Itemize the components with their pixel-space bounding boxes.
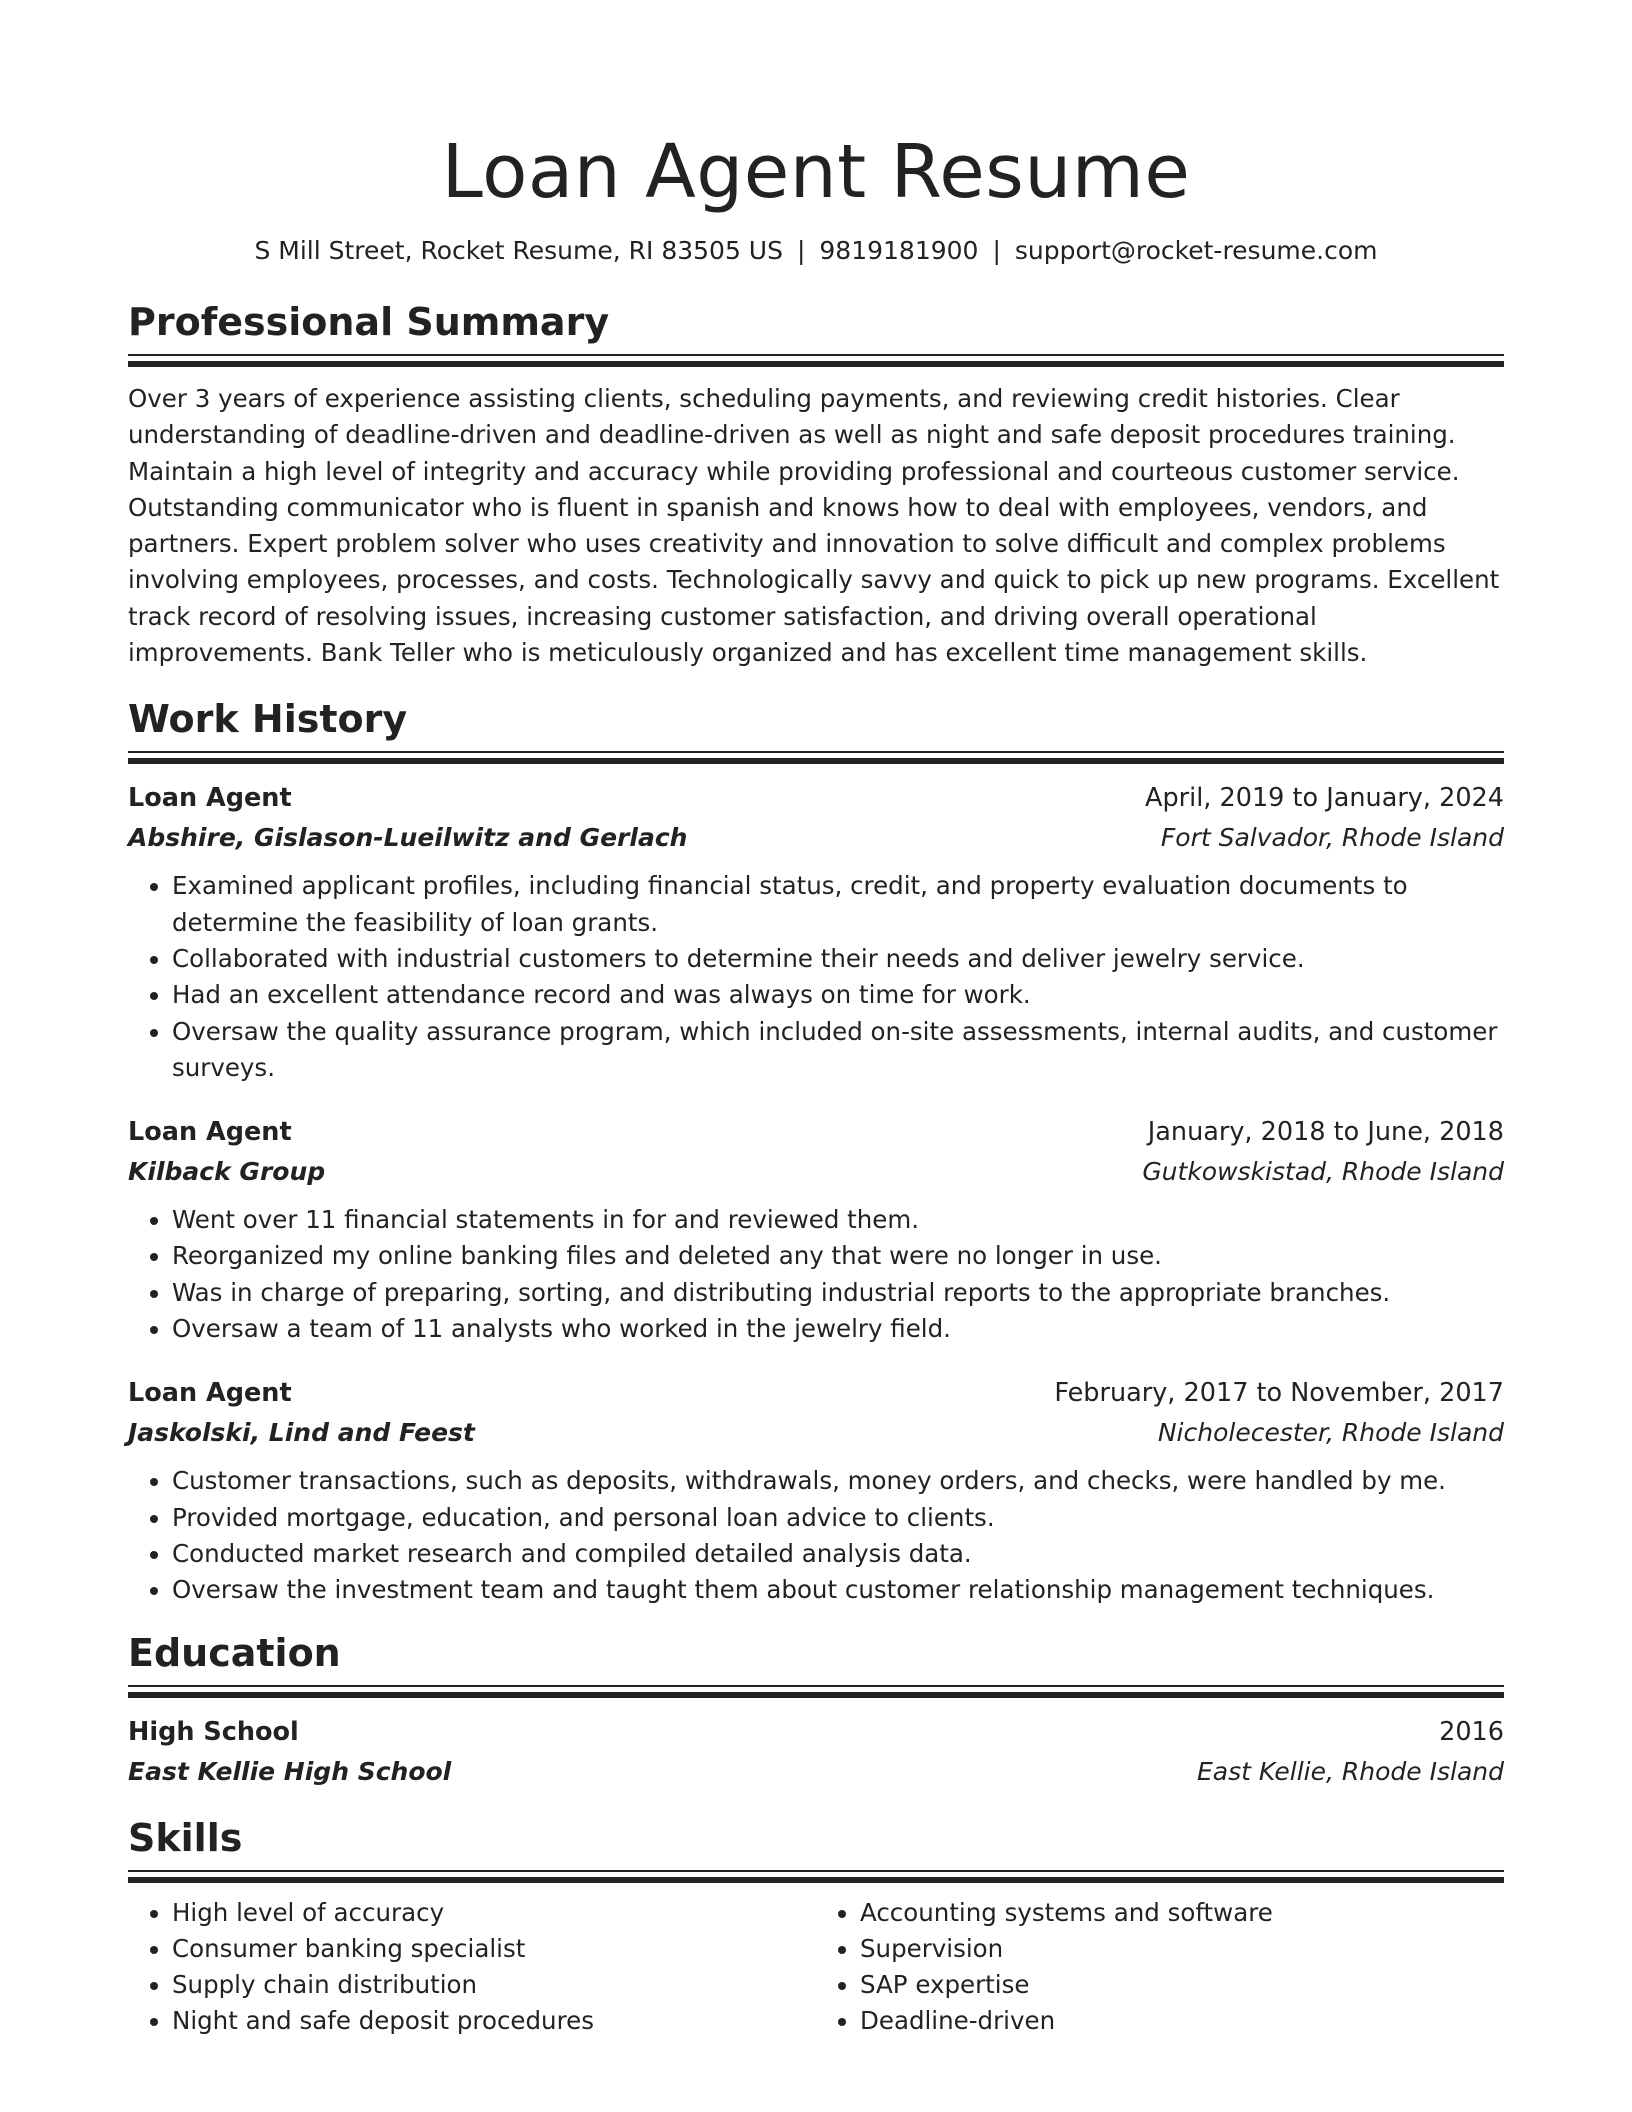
job-employer-row bbox=[128, 818, 1504, 858]
summary-section bbox=[128, 298, 1504, 671]
contact-line bbox=[128, 234, 1504, 268]
section-divider-thick bbox=[128, 758, 1504, 764]
skill-item: • SAP expertise bbox=[860, 1967, 1504, 2003]
job-dates: January, 2018 to June, 2018 bbox=[1147, 1117, 1504, 1148]
section-divider bbox=[128, 1870, 1504, 1872]
skills-columns bbox=[128, 1895, 1504, 2040]
section-divider-thick bbox=[128, 361, 1504, 367]
job-title: Loan Agent bbox=[128, 1378, 292, 1409]
job-header-row bbox=[128, 778, 1504, 818]
job-entry bbox=[128, 778, 1504, 1086]
section-heading-summary: Professional Summary bbox=[128, 300, 610, 344]
skill-item: • Supervision bbox=[860, 1931, 1504, 1967]
section-heading-skills: Skills bbox=[128, 1815, 243, 1860]
section-heading-work: Work History bbox=[128, 697, 408, 742]
job-employer: Abshire, Gislason-Lueilwitz and Gerlach bbox=[128, 823, 688, 853]
contact-separator: | bbox=[992, 236, 1001, 265]
list-item: • Collaborated with industrial customers to determine their needs and deliver jewelry service. bbox=[172, 941, 1504, 977]
education-year: 2016 bbox=[1439, 1716, 1504, 1747]
section-divider-thick bbox=[128, 1692, 1504, 1698]
job-title: Loan Agent bbox=[128, 783, 292, 814]
skill-item: • High level of accuracy bbox=[172, 1895, 816, 1931]
skill-item: • Consumer banking specialist bbox=[172, 1931, 816, 1967]
education-header-row bbox=[128, 1712, 1504, 1752]
job-dates: February, 2017 to November, 2017 bbox=[1054, 1378, 1504, 1409]
job-entry bbox=[128, 1112, 1504, 1347]
skill-item: • Accounting systems and software bbox=[860, 1895, 1504, 1931]
education-school-row bbox=[128, 1752, 1504, 1792]
education-location: East Kellie, Rhode Island bbox=[1197, 1756, 1504, 1786]
work-history-section bbox=[128, 695, 1504, 1608]
job-header-row bbox=[128, 1373, 1504, 1413]
section-divider bbox=[128, 1685, 1504, 1687]
list-item: • Was in charge of preparing, sorting, and distributing industrial reports to the appropriate branches. bbox=[172, 1275, 1504, 1311]
skill-item: • Supply chain distribution bbox=[172, 1967, 816, 2003]
list-item: • Oversaw a team of 11 analysts who worked in the jewelry field. bbox=[172, 1311, 1504, 1347]
education-school: East Kellie High School bbox=[128, 1756, 452, 1786]
job-employer: Kilback Group bbox=[128, 1157, 326, 1187]
list-item: • Went over 11 financial statements in for and reviewed them. bbox=[172, 1202, 1504, 1238]
job-location: Nicholecester, Rhode Island bbox=[1157, 1418, 1504, 1448]
job-entry bbox=[128, 1373, 1504, 1608]
list-item: • Reorganized my online banking files and deleted any that were no longer in use. bbox=[172, 1238, 1504, 1274]
summary-text: Over 3 years of experience assisting clients, scheduling payments, and reviewing credit histories. Clear understanding of deadline-driven and deadline-driven as well as night and safe deposit procedures training. Maintain a high level of integrity and accuracy while providing professional and courteous customer service. Outstanding communicator who is fluent in spanish and knows how to deal with employees, vendors, and partners. Expert problem solver who uses creativity and innovation to solve difficult and complex problems involving employees, processes, and costs. Technologically savvy and quick to pick up new programs. Excellent track record of resolving issues, increasing customer satisfaction, and driving overall operational improvements. Bank Teller who is meticulously organized and has excellent time management skills. bbox=[128, 384, 1500, 668]
education-degree: High School bbox=[128, 1716, 299, 1747]
education-section bbox=[128, 1629, 1504, 1792]
job-location: Gutkowskistad, Rhode Island bbox=[1142, 1157, 1504, 1187]
list-item: • Examined applicant profiles, including financial status, credit, and property evaluation documents to determine the feasibility of loan grants. bbox=[172, 868, 1504, 941]
job-dates: April, 2019 to January, 2024 bbox=[1145, 783, 1504, 814]
section-divider bbox=[128, 751, 1504, 753]
section-divider bbox=[128, 354, 1504, 356]
job-title: Loan Agent bbox=[128, 1117, 292, 1148]
list-item: • Provided mortgage, education, and personal loan advice to clients. bbox=[172, 1500, 1504, 1536]
list-item: • Conducted market research and compiled detailed analysis data. bbox=[172, 1536, 1504, 1572]
job-bullets bbox=[128, 1463, 1504, 1608]
job-employer: Jaskolski, Lind and Feest bbox=[128, 1418, 475, 1448]
job-header-row bbox=[128, 1112, 1504, 1152]
skills-section bbox=[128, 1814, 1504, 2040]
job-location: Fort Salvador, Rhode Island bbox=[1160, 823, 1504, 853]
list-item: • Oversaw the quality assurance program, which included on-site assessments, internal audits, and customer surveys. bbox=[172, 1014, 1504, 1087]
resume-page bbox=[128, 0, 1504, 2040]
list-item: • Customer transactions, such as deposits, withdrawals, money orders, and checks, were handled by me. bbox=[172, 1463, 1504, 1499]
skill-item: • Deadline-driven bbox=[860, 2003, 1504, 2039]
contact-separator: | bbox=[796, 236, 806, 265]
job-employer-row bbox=[128, 1152, 1504, 1192]
section-heading-education: Education bbox=[128, 1630, 341, 1675]
list-item: • Had an excellent attendance record and was always on time for work. bbox=[172, 977, 1504, 1013]
job-employer-row bbox=[128, 1413, 1504, 1453]
section-divider-thick bbox=[128, 1877, 1504, 1883]
job-bullets bbox=[128, 868, 1504, 1086]
resume-title: Loan Agent Resume bbox=[441, 129, 1191, 215]
skills-list-right bbox=[816, 1895, 1504, 2040]
contact-phone: 9819181900 bbox=[819, 236, 979, 265]
education-entry bbox=[128, 1712, 1504, 1792]
skills-list-left bbox=[128, 1895, 816, 2040]
list-item: • Oversaw the investment team and taught them about customer relationship management techniques. bbox=[172, 1572, 1504, 1608]
contact-address: S Mill Street, Rocket Resume, RI 83505 US bbox=[254, 236, 783, 265]
contact-email: support@rocket-resume.com bbox=[1014, 236, 1378, 265]
job-bullets bbox=[128, 1202, 1504, 1347]
skill-item: • Night and safe deposit procedures bbox=[172, 2003, 816, 2039]
